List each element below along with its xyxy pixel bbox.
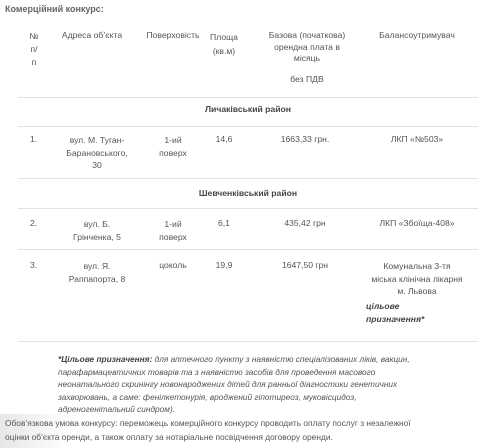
footnote-line: парафармацевтичних товарів та з наявністю засобів для проведення масового xyxy=(58,366,376,377)
footnote-line: неонатального скринінгу новонароджених дітей для ранньої діагностики генетичних xyxy=(58,379,398,390)
row-floor: цоколь xyxy=(159,260,187,270)
row-address xyxy=(52,260,142,285)
row-holder: ЛКП «Збоїща-408» xyxy=(379,218,455,228)
row-divider xyxy=(18,178,478,179)
row-address xyxy=(52,134,142,172)
address-line: Барановського, xyxy=(66,147,128,158)
row-address xyxy=(52,218,142,243)
address-line: Грінченка, 5 xyxy=(73,231,121,242)
header-holder: Балансоутримувач xyxy=(379,30,455,40)
row-holder: ЛКП «№503» xyxy=(390,134,444,144)
header-rent-line: місяць xyxy=(293,53,321,63)
row-divider xyxy=(18,97,478,98)
row-rent: 1647,50 грн xyxy=(281,260,329,270)
footnote-line: адреногенітальний синдром). xyxy=(58,404,176,415)
header-number-line: № xyxy=(29,31,39,41)
floor-line: поверх xyxy=(159,231,187,242)
header-area-label: Площа xyxy=(210,32,238,42)
header-floor: Поверховість xyxy=(146,30,200,40)
address-line: 30 xyxy=(92,160,102,170)
holder-line: міська клінічна лікарня xyxy=(371,273,463,284)
header-number xyxy=(24,30,44,69)
header-address: Адреса об’єкта xyxy=(61,30,123,40)
row-rent: 435,42 грн xyxy=(284,218,326,228)
purpose-label-line: цільове xyxy=(366,301,400,311)
footnote-line: захворювань, а саме: фенілкетонурія, вроджений гіпотиреоз, муковісцидоз, xyxy=(58,391,357,402)
row-floor xyxy=(138,218,208,243)
row-divider xyxy=(18,341,478,342)
mandatory-condition xyxy=(5,417,480,444)
footnote xyxy=(58,353,478,416)
purpose-label xyxy=(366,300,424,326)
header-rent-note: без ПДВ xyxy=(290,73,324,84)
footnote-line: для аптечного пункту з наявністю спеціалізованих ліків, вакцин, xyxy=(152,354,410,364)
header-rent-line: Базова (початкова) xyxy=(268,30,346,40)
row-area: 19,9 xyxy=(215,260,233,270)
row-area: 14,6 xyxy=(215,134,233,144)
row-holder xyxy=(362,260,472,298)
row-rent: 1663,33 грн. xyxy=(280,134,330,144)
row-area: 6,1 xyxy=(218,218,230,228)
floor-line: поверх xyxy=(159,147,187,158)
address-line: вул. Я. xyxy=(83,261,111,271)
row-number: 1. xyxy=(30,134,38,144)
address-line: вул. М. Туган- xyxy=(69,135,125,145)
purpose-label-line: призначення* xyxy=(366,314,425,324)
header-area xyxy=(202,30,246,58)
address-line: Раппапорта, 8 xyxy=(68,273,126,284)
row-number: 2. xyxy=(30,218,38,228)
header-number-line: п xyxy=(31,57,37,67)
row-divider xyxy=(18,249,478,250)
row-divider xyxy=(18,126,478,127)
district-heading: Шевченківський район xyxy=(198,188,298,198)
header-rent-line: орендна плата в xyxy=(274,41,340,52)
holder-line: Комунальна 3-тя xyxy=(383,261,451,271)
district-heading: Личаківський район xyxy=(205,104,291,114)
row-number: 3. xyxy=(30,260,38,270)
address-line: вул. Б. xyxy=(83,219,111,229)
header-area-unit: (кв.м) xyxy=(212,46,236,56)
row-floor xyxy=(138,134,208,159)
row-divider xyxy=(18,208,478,209)
footnote-lead: *Цільове призначення: xyxy=(58,354,153,364)
condition-line: Обов’язкова умова конкурсу: переможець комерційного конкурсу проводить оплату послуг з незалежної xyxy=(5,418,411,428)
holder-line: м. Львова xyxy=(397,286,437,296)
floor-line: 1-ий xyxy=(164,135,182,145)
header-number-line: п/ xyxy=(30,44,38,54)
section-title: Комерційний конкурс: xyxy=(5,4,104,14)
floor-line: 1-ий xyxy=(164,219,182,229)
condition-line: оцінки об’єкта оренди, а також оплату за нотаріальне посвідчення договору оренди. xyxy=(5,431,333,442)
header-rent xyxy=(248,30,366,85)
